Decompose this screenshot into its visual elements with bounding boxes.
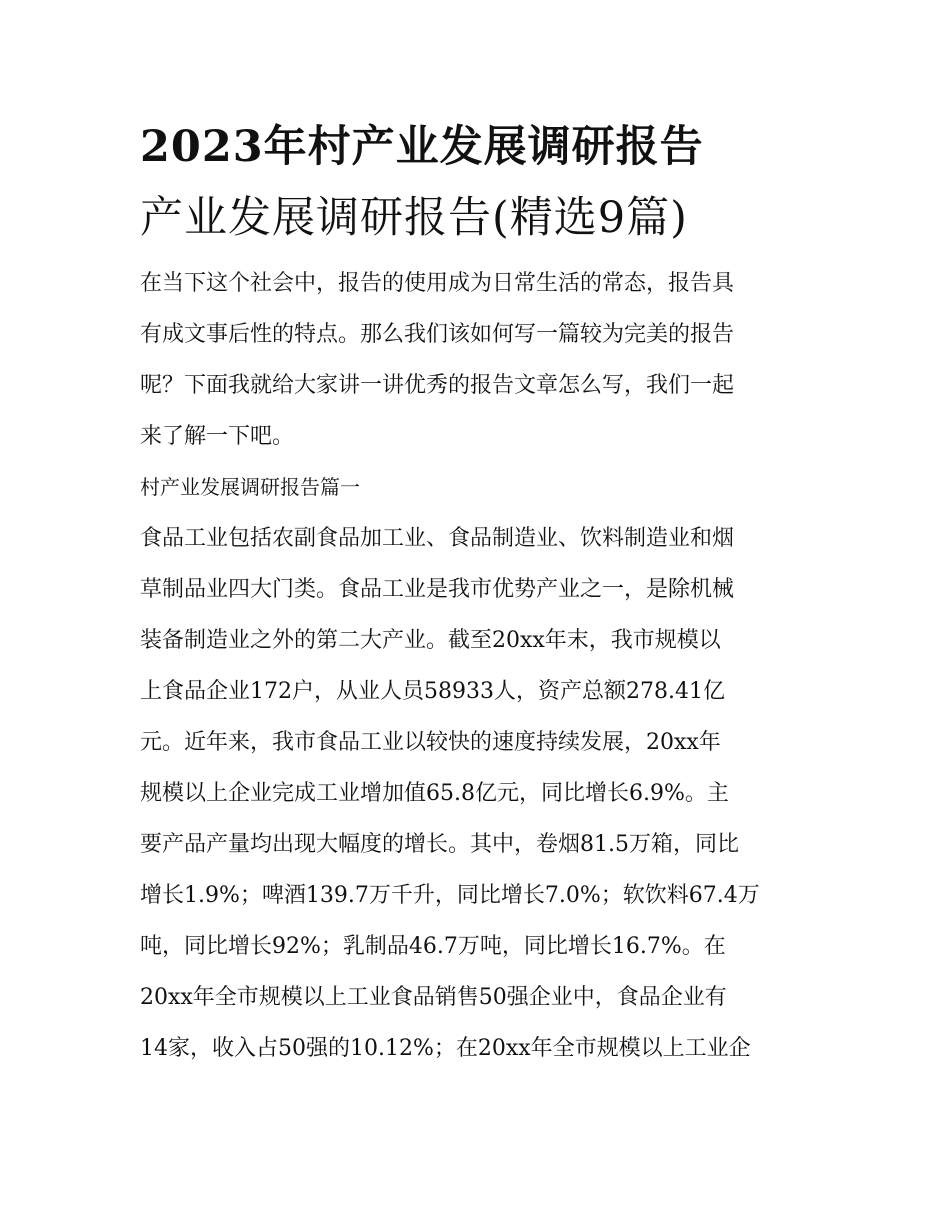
section-line: 食品工业包括农副食品加工业、食品制造业、饮料制造业和烟 xyxy=(140,526,735,551)
section-line: 14家，收入占50强的10.12%；在20xx年全市规模以上工业企 xyxy=(140,1036,751,1061)
intro-line: 来了解一下吧。 xyxy=(140,424,295,449)
section-line: 上食品企业172户，从业人员58933人，资产总额278.41亿 xyxy=(140,679,725,704)
document-subtitle: 产业发展调研报告(精选9篇) xyxy=(140,193,688,243)
section-line: 元。近年来，我市食品工业以较快的速度持续发展，20xx年 xyxy=(140,730,721,755)
document-title xyxy=(140,112,820,182)
section-line: 规模以上企业完成工业增加值65.8亿元，同比增长6.9%。主 xyxy=(140,781,729,806)
section-line: 增长1.9%；啤酒139.7万千升，同比增长7.0%；软饮料67.4万 xyxy=(140,883,760,908)
intro-line: 在当下这个社会中，报告的使用成为日常生活的常态，报告具 xyxy=(140,271,735,296)
section-heading: 村产业发展调研报告篇一 xyxy=(140,475,360,499)
section-line: 草制品业四大门类。食品工业是我市优势产业之一，是除机械 xyxy=(140,577,735,602)
section-line: 20xx年全市规模以上工业食品销售50强企业中，食品企业有 xyxy=(140,985,727,1010)
section-line: 吨，同比增长92%；乳制品46.7万吨，同比增长16.7%。在 xyxy=(140,934,726,959)
title-text: 2023年村产业发展调研报告 xyxy=(140,122,704,172)
intro-paragraph xyxy=(140,258,820,462)
intro-line: 有成文事后性的特点。那么我们该如何写一篇较为完美的报告 xyxy=(140,322,735,347)
section-line: 装备制造业之外的第二大产业。截至20xx年末，我市规模以 xyxy=(140,628,721,653)
section-line: 要产品产量均出现大幅度的增长。其中，卷烟81.5万箱，同比 xyxy=(140,832,739,857)
intro-line: 呢？下面我就给大家讲一讲优秀的报告文章怎么写，我们一起 xyxy=(140,373,735,398)
section-paragraph xyxy=(140,513,820,1074)
document-page xyxy=(140,112,820,1074)
